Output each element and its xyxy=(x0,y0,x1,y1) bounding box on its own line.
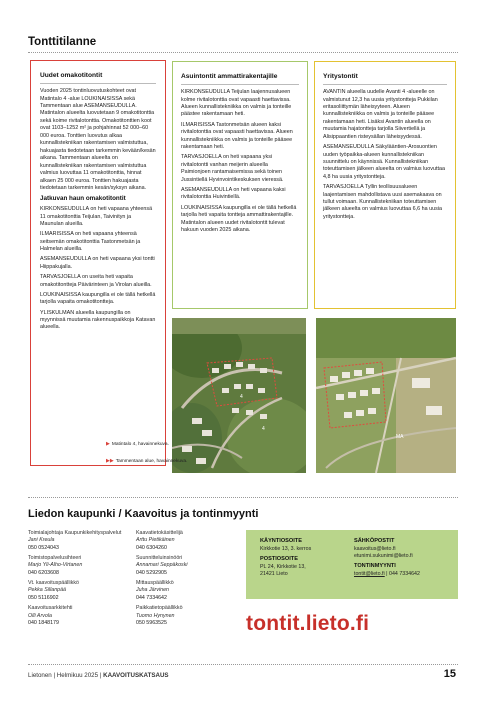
email-link-plots[interactable]: tontit@lieto.fi xyxy=(354,571,385,578)
contact-title: Mittauspäällikkö xyxy=(136,580,174,587)
contact-entry xyxy=(28,555,128,577)
yellow-box-p1: AVANTIN alueella uudelle Avanti 4 -alueelle on valmistunut 12,3 ha uusia yritystontteja Pukkilan eritasoliittymän läheisyyteen. Alueen kunnallistekniikka on valmis ja tonteille pääsee rakentamaan heti. Lisäksi Avantin alueella on muutamia hajatontteja tarjolla Siivertiellä ja Alisippaantien risteysällan läheisyydessä. xyxy=(323,89,438,140)
red-box-title: Uudet omakotitontit xyxy=(40,72,103,79)
contact-phone: 050 5963525 xyxy=(136,619,167,626)
contact-entry xyxy=(28,530,128,552)
arrow-icon: ▶ xyxy=(106,441,110,447)
legend-item-1 xyxy=(106,441,169,448)
contact-entry xyxy=(136,580,236,602)
double-arrow-icon: ▶▶ xyxy=(106,458,114,464)
contact-title: Toimistopalvelusihteeri xyxy=(28,555,82,562)
contact-title: Paikkatietopäällikkö xyxy=(136,605,183,612)
map-label-2: 4 xyxy=(262,426,265,432)
yellow-box-divider xyxy=(323,84,447,85)
footer-publication: Lietonen | Helmikuu 2025 | xyxy=(28,672,104,679)
legend-item-2 xyxy=(106,458,187,465)
green-box-p1: KIRKONSEUDULLA Teijulan laajennusalueen kolme rivitalotonttia ovat vapaasti haettavissa. Alueen kunnallistekniikka on valmis ja tonteille päästee rakentamaan heti. xyxy=(181,89,292,118)
email-format: etunimi.sukunimi@lieto.fi xyxy=(354,553,413,560)
yellow-box-p2: ASEMANSEUDULLA Säkylääntien-Arosuontien uuden työpaikka-alueen kunnallistekniikan suunnittelu on käynnissä. Kunnallistekniikan toteuttamisen jälkeen alueelta on valmius luovuttaa 4,8 ha uusia yritystontteja. xyxy=(323,144,445,180)
section-heading: Tonttitilanne xyxy=(28,36,97,48)
contacts-title: Liedon kaupunki / Kaavoitus ja tontinmyynti xyxy=(28,508,259,520)
yellow-box-p3: TARVASJOELLA Tyllin teollisuusalueen laajentamisen mahdollistava uusi asemakaava on tullut voimaan. Kunnallistekniikan toteuttamisen jälkeen alueelta on valmius luovuttaa 6,6 ha uusia yritystontteja. xyxy=(323,184,442,220)
email-link-planning[interactable]: kaavoitus@lieto.fi xyxy=(354,545,396,552)
postal-address-label: POSTIOSOITE xyxy=(260,556,298,563)
footer xyxy=(28,672,169,679)
plot-sales-phone: | 044 7334642 xyxy=(384,571,420,578)
contact-phone: 050 5116902 xyxy=(28,594,59,601)
green-box-p2: ILMARISISSA Tastonmetsän alueen kaksi rivitalotonttia ovat vapaasti haettavissa. Alueen kunnallistekniikka on valmis ja tonteille pääsee rakentamaan heti. xyxy=(181,121,293,151)
page-number: 15 xyxy=(443,668,456,680)
contact-title: Suunnitteluinsinööri xyxy=(136,555,183,562)
contact-phone: 044 7334642 xyxy=(136,594,167,601)
red-box-p4: ASEMANSEUDULLA on heti vapaana yksi tontti Hiippakujalla. xyxy=(40,256,155,270)
middle-divider xyxy=(28,497,458,498)
address-column xyxy=(260,538,348,581)
contact-name: Pekka Sillanpää xyxy=(28,587,66,594)
visit-address: Kirkkotie 13, 3. kerros xyxy=(260,545,312,552)
plot-sales-contact xyxy=(354,571,454,578)
contact-entry xyxy=(28,605,128,627)
legend-text-2: Tammentaan alue, havainnekuva. xyxy=(115,459,188,464)
contact-entry xyxy=(136,605,236,627)
contact-title: Vt. kaavoituspäällikkö xyxy=(28,580,79,587)
website-link[interactable]: tontit.lieto.fi xyxy=(246,612,370,635)
legend-text-1: Matintalo 4, havainnekuva. xyxy=(111,442,169,447)
contact-phone: 040 6203608 xyxy=(28,569,59,576)
business-plots-box xyxy=(314,61,456,309)
red-box-divider xyxy=(40,83,156,84)
map-label-ma: MA xyxy=(396,434,404,440)
visit-address-label: KÄYNTIOSOITE xyxy=(260,538,302,544)
green-box-divider xyxy=(181,84,299,85)
red-box-p2: KIRKONSEUDULLA on heti vapaana yhteensä 11 omakotitonttia Teijulan, Taivinityn ja Maunulan alueilla. xyxy=(40,206,153,228)
contact-entry xyxy=(28,580,128,602)
red-box-p7: YLISKULMAN alueella kaupungilla on myynnissä muutamia rakennuspaikkoja Katavan alueella. xyxy=(40,309,156,331)
postal-address-line2: 21421 Lieto xyxy=(260,571,288,578)
contact-name: Annamari Seppäkoski xyxy=(136,562,188,569)
yellow-box-title: Yritystontit xyxy=(323,73,358,80)
contact-name: Marjo Yli-Alho-Virtanen xyxy=(28,562,83,569)
contact-title: Toimialajohtaja Kaupunkikehityspalvelut xyxy=(28,530,122,536)
contacts-column-right xyxy=(136,530,236,630)
footer-divider xyxy=(28,664,458,665)
contact-entry xyxy=(136,530,236,552)
tammentaan-aerial-image xyxy=(316,318,456,473)
contact-phone: 040 5292905 xyxy=(136,569,167,576)
contact-title: Kaavoitusarkkitehti xyxy=(28,605,73,612)
email-column xyxy=(354,538,454,581)
footer-section: KAAVOITUSKATSAUS xyxy=(103,672,169,679)
contact-name: Jani Kreula xyxy=(28,537,55,544)
contact-title: Kaavatietokäsittelijä xyxy=(136,530,183,536)
green-box-p4: ASEMANSEUDULLA on heti vapaana kaksi rivitalotonttia Huivintiellä. xyxy=(181,186,286,201)
contact-phone: 040 1848179 xyxy=(28,619,59,626)
red-box-p3: ILMARISISSA on heti vapaana yhteensä seitsemän omakotitonttia Tastonmetsän ja Halmelan alueilla. xyxy=(40,231,141,253)
contact-entry xyxy=(136,555,236,577)
emails-label: SÄHKÖPOSTIT xyxy=(354,538,395,544)
plot-sales-label: TONTINMYYNTI xyxy=(354,563,396,570)
contact-phone: 040 6304260 xyxy=(136,544,167,551)
map-label-1: 4 xyxy=(240,394,243,400)
green-box-p5: LOUKINAISISSA kaupungilla ei ole tällä hetkellä tarjolla heti vapaita tontteja ammattirakentajille. Matintalon alueen uudet rivitalotontit tulevat hakuun vuoden 2025 aikana. xyxy=(181,204,297,233)
green-box-title: Asuintontit ammattirakentajille xyxy=(181,73,278,80)
contact-phone: 050 0524043 xyxy=(28,544,59,551)
contact-name: Olli Arvola xyxy=(28,612,52,619)
contacts-column-left xyxy=(28,530,128,630)
red-box-p1: Vuoden 2025 tontinluovutuskohteet ovat Matintalo 4 -alue LOUKINAISISSA sekä Tammentaan alue ASEMANSEUDULLA. Matintalon alueelta luovutetaan 9 omakotitonttia sekä koime rivitalotonttia. Omakotitonttien koot ovat 1103–1252 m² ja pohjahinnat 52 000–60 000 euroa. Tonttien luovutus alkaa kunnallistekniikan rakentamisen valmistuttua, hakuajasta tiedotetaan tarkemmin kevään/kesän aikana. Tammentaan alueelta on kunnallistekniikan rakentamisen valmistuttua valmius luovuttaa 11 omakotitonttia, hinnat alkaen 25 000 euroa. Tonttien hakuajasta tiedotetaan tarkemmin kesän/syksyn aikana. xyxy=(40,88,156,191)
red-box-p5: TARVASJOELLA on useita heti vapaita omakotitontteja Päivärinteen ja Virolan alueilla. xyxy=(40,274,152,288)
contact-name: Arttu Pietikäinen xyxy=(136,537,175,544)
top-divider xyxy=(28,52,458,53)
matintalo-aerial-image xyxy=(172,318,306,473)
contact-info-box xyxy=(246,530,458,599)
contact-name: Juha Järvinen xyxy=(136,587,169,594)
professional-builders-box xyxy=(172,61,308,309)
red-box-subtitle: Jatkuvan haun omakotitontit xyxy=(40,195,126,203)
red-box-p6: LOUKINAISISSA kaupungilla ei ole tällä hetkellä tarjolla vapaita omakotitontteja. xyxy=(40,291,156,306)
green-box-p3: TARVASJOELLA on heti vapaana yksi rivitalotontti vanhan meijerin alueella Paimionjoen rantamaisemissa sekä toinen Jussintiellä Hyvinvointikeskuksen vieressä. xyxy=(181,154,284,183)
new-house-plots-box xyxy=(30,60,166,466)
postal-address-line1: PL 24, Kirkkotie 13, xyxy=(260,563,306,570)
contact-name: Tuomo Hynynen xyxy=(136,612,175,619)
